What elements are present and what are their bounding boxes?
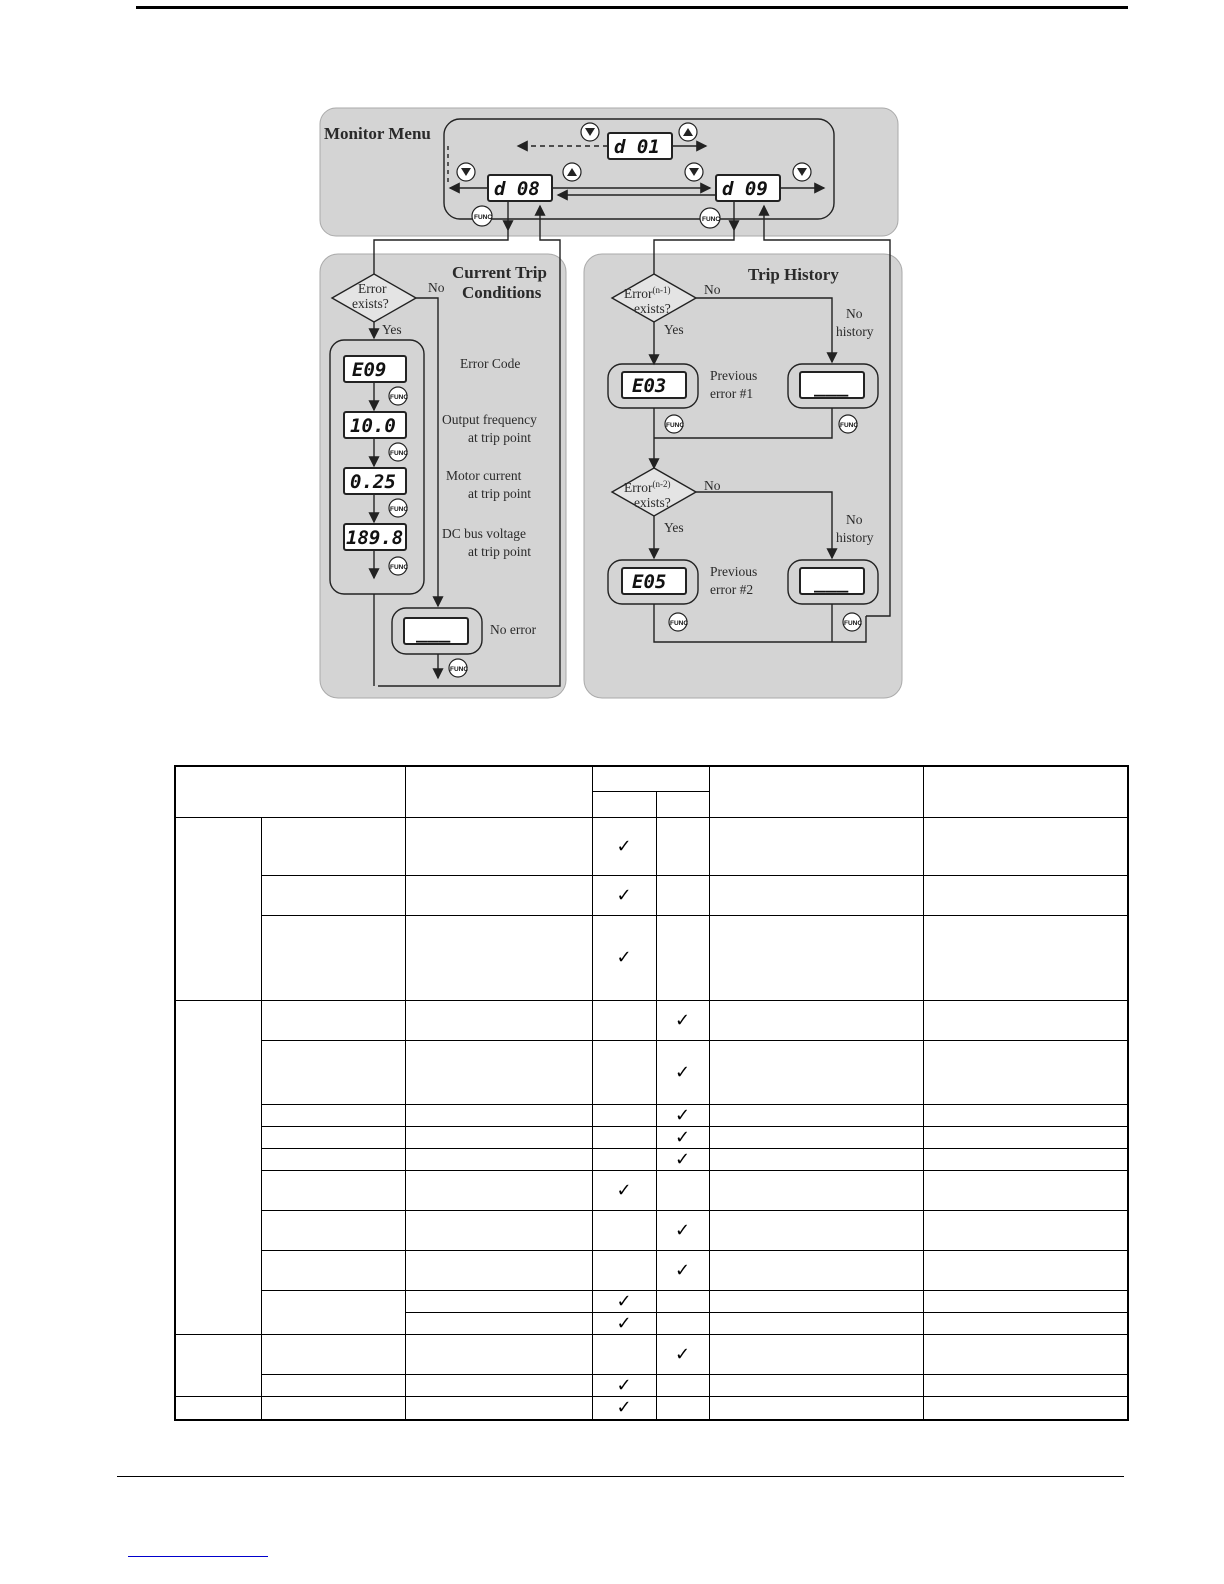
table-cell [709,1000,923,1040]
check-cell [656,1290,709,1312]
table-row [175,1210,1128,1250]
check-cell [656,817,709,875]
check-cell: ✓ [656,1250,709,1290]
yes-label: Yes [382,322,402,337]
table-cell [405,1040,592,1104]
check-cell [592,1000,656,1040]
table-cell [923,1374,1128,1396]
label-dc-bus-1: DC bus voltage [442,526,526,541]
no-history-1b: history [836,324,874,339]
header-cell [592,766,709,791]
group-cell [175,1334,261,1396]
svg-text:FUNC: FUNC [840,422,859,429]
display-d09-text: d 09 [722,178,768,200]
down-key-icon [793,163,811,181]
display-prev1-text: E03 [632,375,667,397]
table-row [175,1148,1128,1170]
table-cell [261,1000,405,1040]
table-cell [261,1334,405,1374]
svg-text:FUNC: FUNC [390,506,409,513]
error-n1-exists: exists? [634,301,671,316]
table-cell [709,1250,923,1290]
table-cell [923,875,1128,915]
table-cell [405,1148,592,1170]
table-row [175,1126,1128,1148]
table-cell [405,875,592,915]
svg-text:FUNC: FUNC [450,666,469,673]
table-cell [923,1148,1128,1170]
top-rule [136,6,1128,9]
footer-rule [117,1476,1124,1477]
table-cell [405,1250,592,1290]
check-cell: ✓ [656,1000,709,1040]
check-cell [656,915,709,1000]
table-cell [261,1290,405,1334]
table-cell [405,1312,592,1334]
table-row [175,1396,1128,1420]
n2-yes: Yes [664,520,684,535]
table-cell [405,1126,592,1148]
check-cell [592,1040,656,1104]
svg-text:FUNC: FUNC [390,394,409,401]
header-cell [405,766,592,817]
table-cell [709,1334,923,1374]
table-cell [923,1396,1128,1420]
up-key-icon [679,123,697,141]
table-cell [709,915,923,1000]
header-row [175,766,1128,791]
table-cell [261,875,405,915]
display-motor-current-text: 0.25 [350,471,396,493]
table-row [175,1000,1128,1040]
table-cell [923,1104,1128,1126]
table-cell [709,1104,923,1126]
func-key-icon [700,208,720,228]
monitor-menu-diagram [318,106,906,702]
n1-yes: Yes [664,322,684,337]
header-cell [923,766,1128,817]
header-cell [175,766,405,817]
check-cell: ✓ [656,1040,709,1104]
table-row [175,817,1128,875]
display-nohist1-text: ___ [814,375,849,397]
table-row [175,1374,1128,1396]
check-cell: ✓ [656,1104,709,1126]
table-row [175,1170,1128,1210]
label-motor-current-2: at trip point [468,486,531,501]
check-cell: ✓ [592,1396,656,1420]
table-cell [709,1210,923,1250]
down-key-icon [581,123,599,141]
group-cell [175,1396,261,1420]
monitor-menu-title: Monitor Menu [324,124,431,143]
check-cell: ✓ [592,1312,656,1334]
table-cell [709,1148,923,1170]
display-dc-bus-text: 189.8 [346,527,404,549]
footer-link-underline[interactable] [128,1556,268,1557]
no-history-2b: history [836,530,874,545]
table-cell [923,1210,1128,1250]
table-cell [709,1374,923,1396]
error-n2-label: Error$^{(n-2)}$ [624,479,671,495]
table-row [175,1334,1128,1374]
table-cell [261,1396,405,1420]
check-cell: ✓ [656,1148,709,1170]
table-cell [405,1396,592,1420]
table-cell [709,875,923,915]
check-cell: ✓ [592,1170,656,1210]
svg-text:FUNC: FUNC [666,422,685,429]
no-history-1a: No [846,306,863,321]
error-question-2: exists? [352,296,389,311]
label-error-code: Error Code [460,356,521,371]
down-key-icon [685,163,703,181]
table-cell [261,1148,405,1170]
svg-text:FUNC: FUNC [670,620,689,627]
check-cell: ✓ [656,1210,709,1250]
table-cell [261,1250,405,1290]
check-cell [656,1312,709,1334]
table-cell [709,1290,923,1312]
group-cell [175,1000,261,1334]
table-cell [923,1334,1128,1374]
error-n2-exists: exists? [634,495,671,510]
prev2-label-2: error #2 [710,582,754,597]
check-cell: ✓ [592,1374,656,1396]
display-error-code-text: E09 [352,359,387,381]
func-key-icon [472,206,492,226]
table-cell [405,915,592,1000]
n1-no: No [704,282,721,297]
header-cell [709,766,923,817]
check-cell [592,1210,656,1250]
table-cell [261,1170,405,1210]
table-row [175,1104,1128,1126]
header-cell [592,791,656,817]
display-nohist2-text: ___ [814,571,849,593]
table-cell [405,1334,592,1374]
down-key-icon [457,163,475,181]
table-cell [261,915,405,1000]
svg-text:FUNC: FUNC [474,214,493,221]
table-cell [261,1104,405,1126]
table-cell [261,1126,405,1148]
table-cell [709,1312,923,1334]
check-cell [656,1396,709,1420]
current-trip-title-1: Current Trip [452,263,547,282]
table-row [175,875,1128,915]
table-cell [923,817,1128,875]
check-cell [656,875,709,915]
check-cell: ✓ [592,875,656,915]
prev1-label-2: error #1 [710,386,754,401]
check-cell [592,1126,656,1148]
label-output-freq-1: Output frequency [442,412,537,427]
display-output-frequency-text: 10.0 [350,415,396,437]
display-prev2-text: E05 [632,571,667,593]
table-cell [709,1170,923,1210]
display-d01-text: d 01 [614,136,660,158]
label-no-error: No error [490,622,537,637]
table-cell [923,1126,1128,1148]
table-cell [923,1250,1128,1290]
label-motor-current-1: Motor current [446,468,522,483]
error-question-1: Error [358,281,387,296]
svg-text:FUNC: FUNC [844,620,863,627]
n2-no: No [704,478,721,493]
check-cell: ✓ [592,817,656,875]
display-d08-text: d 08 [494,178,540,200]
check-cell: ✓ [592,915,656,1000]
table-cell [261,1040,405,1104]
table-cell [923,1000,1128,1040]
table-row [175,1290,1128,1312]
table-cell [405,817,592,875]
svg-text:FUNC: FUNC [702,216,721,223]
table-row [175,915,1128,1000]
svg-text:FUNC: FUNC [390,450,409,457]
table-cell [923,1312,1128,1334]
check-cell [592,1148,656,1170]
trip-history-title: Trip History [748,265,839,284]
table-cell [923,1170,1128,1210]
table-cell [405,1210,592,1250]
table-cell [923,1040,1128,1104]
check-cell [592,1334,656,1374]
table-row [175,1040,1128,1104]
parameter-table [174,765,1129,1421]
display-no-error-text: ___ [416,621,451,643]
prev2-label-1: Previous [710,564,758,579]
table-cell [923,1290,1128,1312]
table-cell [261,817,405,875]
table-cell [405,1374,592,1396]
check-cell [656,1374,709,1396]
table-row [175,1250,1128,1290]
no-history-2a: No [846,512,863,527]
check-cell [656,1170,709,1210]
table-cell [261,1210,405,1250]
check-cell [592,1250,656,1290]
table-cell [405,1290,592,1312]
label-dc-bus-2: at trip point [468,544,531,559]
table-cell [709,1126,923,1148]
check-cell: ✓ [592,1290,656,1312]
table-cell [261,1374,405,1396]
check-cell: ✓ [656,1334,709,1374]
check-cell: ✓ [656,1126,709,1148]
svg-text:FUNC: FUNC [390,564,409,571]
up-key-icon [563,163,581,181]
header-cell [656,791,709,817]
table-cell [709,1040,923,1104]
current-trip-title-2: Conditions [462,283,542,302]
table-cell [923,915,1128,1000]
prev1-label-1: Previous [710,368,758,383]
no-label: No [428,280,445,295]
check-cell [592,1104,656,1126]
table-cell [709,1396,923,1420]
table-cell [405,1104,592,1126]
error-n1-label: Error$^{(n-1)}$ [624,285,671,301]
label-output-freq-2: at trip point [468,430,531,445]
table-cell [405,1000,592,1040]
table-cell [709,817,923,875]
table-cell [405,1170,592,1210]
group-cell [175,817,261,1000]
